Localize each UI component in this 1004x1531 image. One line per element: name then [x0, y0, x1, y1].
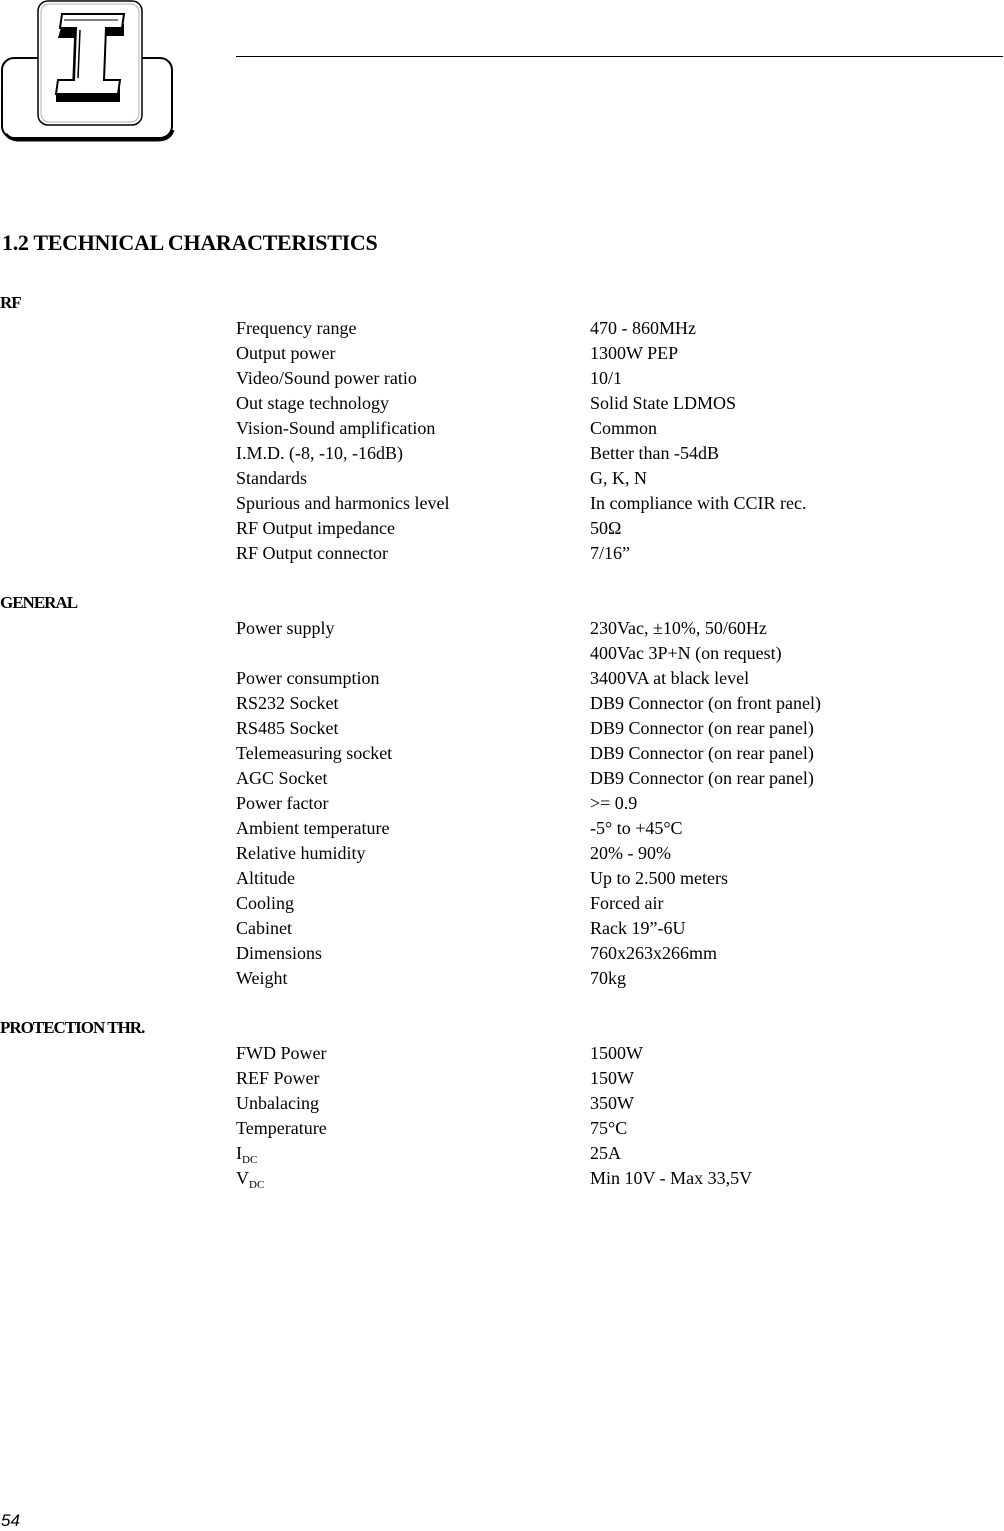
spec-value: Better than -54dB — [590, 443, 719, 463]
spec-name: RS485 Socket — [236, 718, 339, 738]
spec-name: Out stage technology — [236, 393, 389, 413]
spec-value: DB9 Connector (on front panel) — [590, 693, 821, 713]
spec-value: 10/1 — [590, 368, 623, 388]
spec-name: Frequency range — [236, 318, 357, 338]
spec-name: Relative humidity — [236, 843, 366, 863]
spec-name: Unbalacing — [236, 1093, 319, 1113]
spec-name — [236, 1166, 264, 1191]
spec-name: Spurious and harmonics level — [236, 493, 450, 513]
spec-value: 3400VA at black level — [590, 668, 750, 688]
spec-value: 470 - 860MHz — [590, 318, 696, 338]
spec-value: 1300W PEP — [590, 343, 679, 363]
spec-name: Telemeasuring socket — [236, 743, 393, 763]
spec-symbol-subscript: DC — [242, 1154, 258, 1166]
spec-name: Video/Sound power ratio — [236, 368, 417, 388]
spec-value: DB9 Connector (on rear panel) — [590, 743, 814, 763]
spec-name: RF Output connector — [236, 543, 388, 563]
spec-name: Dimensions — [236, 943, 323, 963]
spec-value: >= 0.9 — [590, 793, 638, 813]
spec-value: 20% - 90% — [590, 843, 671, 863]
spec-value: 400Vac 3P+N (on request) — [590, 643, 782, 663]
spec-name: Temperature — [236, 1118, 327, 1138]
spec-name: Power consumption — [236, 668, 380, 688]
spec-value: Up to 2.500 meters — [590, 868, 728, 888]
spec-value: 25A — [590, 1143, 621, 1163]
spec-value: In compliance with CCIR rec. — [590, 493, 807, 513]
spec-value: Min 10V - Max 33,5V — [590, 1168, 753, 1188]
page-number: 54 — [1, 1511, 20, 1530]
spec-name: Standards — [236, 468, 307, 488]
spec-name: Power factor — [236, 793, 329, 813]
spec-value: Rack 19”-6U — [590, 918, 686, 938]
spec-name: I.M.D. (-8, -10, -16dB) — [236, 443, 403, 463]
spec-value: 50Ω — [590, 518, 622, 538]
spec-name: Cooling — [236, 893, 295, 913]
spec-name: RF Output impedance — [236, 518, 395, 538]
spec-name: Cabinet — [236, 918, 292, 938]
spec-value: G, K, N — [590, 468, 647, 488]
spec-name: RS232 Socket — [236, 693, 339, 713]
spec-value: 70kg — [590, 968, 626, 988]
section-label: GENERAL — [0, 593, 78, 612]
spec-value: Solid State LDMOS — [590, 393, 737, 413]
spec-value: Forced air — [590, 893, 664, 913]
spec-value: Common — [590, 418, 658, 438]
spec-name: REF Power — [236, 1068, 320, 1088]
spec-symbol-subscript: DC — [249, 1179, 265, 1191]
spec-name: Weight — [236, 968, 288, 988]
spec-value: 1500W — [590, 1043, 643, 1063]
spec-value: 75°C — [590, 1118, 628, 1138]
spec-value: 230Vac, ±10%, 50/60Hz — [590, 618, 767, 638]
spec-value: 7/16” — [590, 543, 630, 563]
spec-name: Output power — [236, 343, 336, 363]
spec-symbol: I — [236, 1143, 242, 1163]
spec-name: Power supply — [236, 618, 335, 638]
spec-value: -5° to +45°C — [590, 818, 683, 838]
spec-name: Ambient temperature — [236, 818, 390, 838]
spec-name: Altitude — [236, 868, 295, 888]
page-title: 1.2 TECHNICAL CHARACTERISTICS — [2, 230, 378, 255]
spec-name — [236, 1141, 257, 1166]
spec-name: AGC Socket — [236, 768, 328, 788]
section-label: PROTECTION THR. — [0, 1018, 145, 1037]
spec-value: 350W — [590, 1093, 634, 1113]
brand-logo — [0, 0, 176, 142]
spec-value: DB9 Connector (on rear panel) — [590, 768, 814, 788]
spec-symbol: V — [236, 1168, 249, 1188]
spec-value: DB9 Connector (on rear panel) — [590, 718, 814, 738]
spec-value: 760x263x266mm — [590, 943, 718, 963]
section-label: RF — [0, 293, 21, 312]
spec-value: 150W — [590, 1068, 634, 1088]
spec-name: Vision-Sound amplification — [236, 418, 436, 438]
header-rule — [236, 56, 1003, 57]
spec-name: FWD Power — [236, 1043, 327, 1063]
